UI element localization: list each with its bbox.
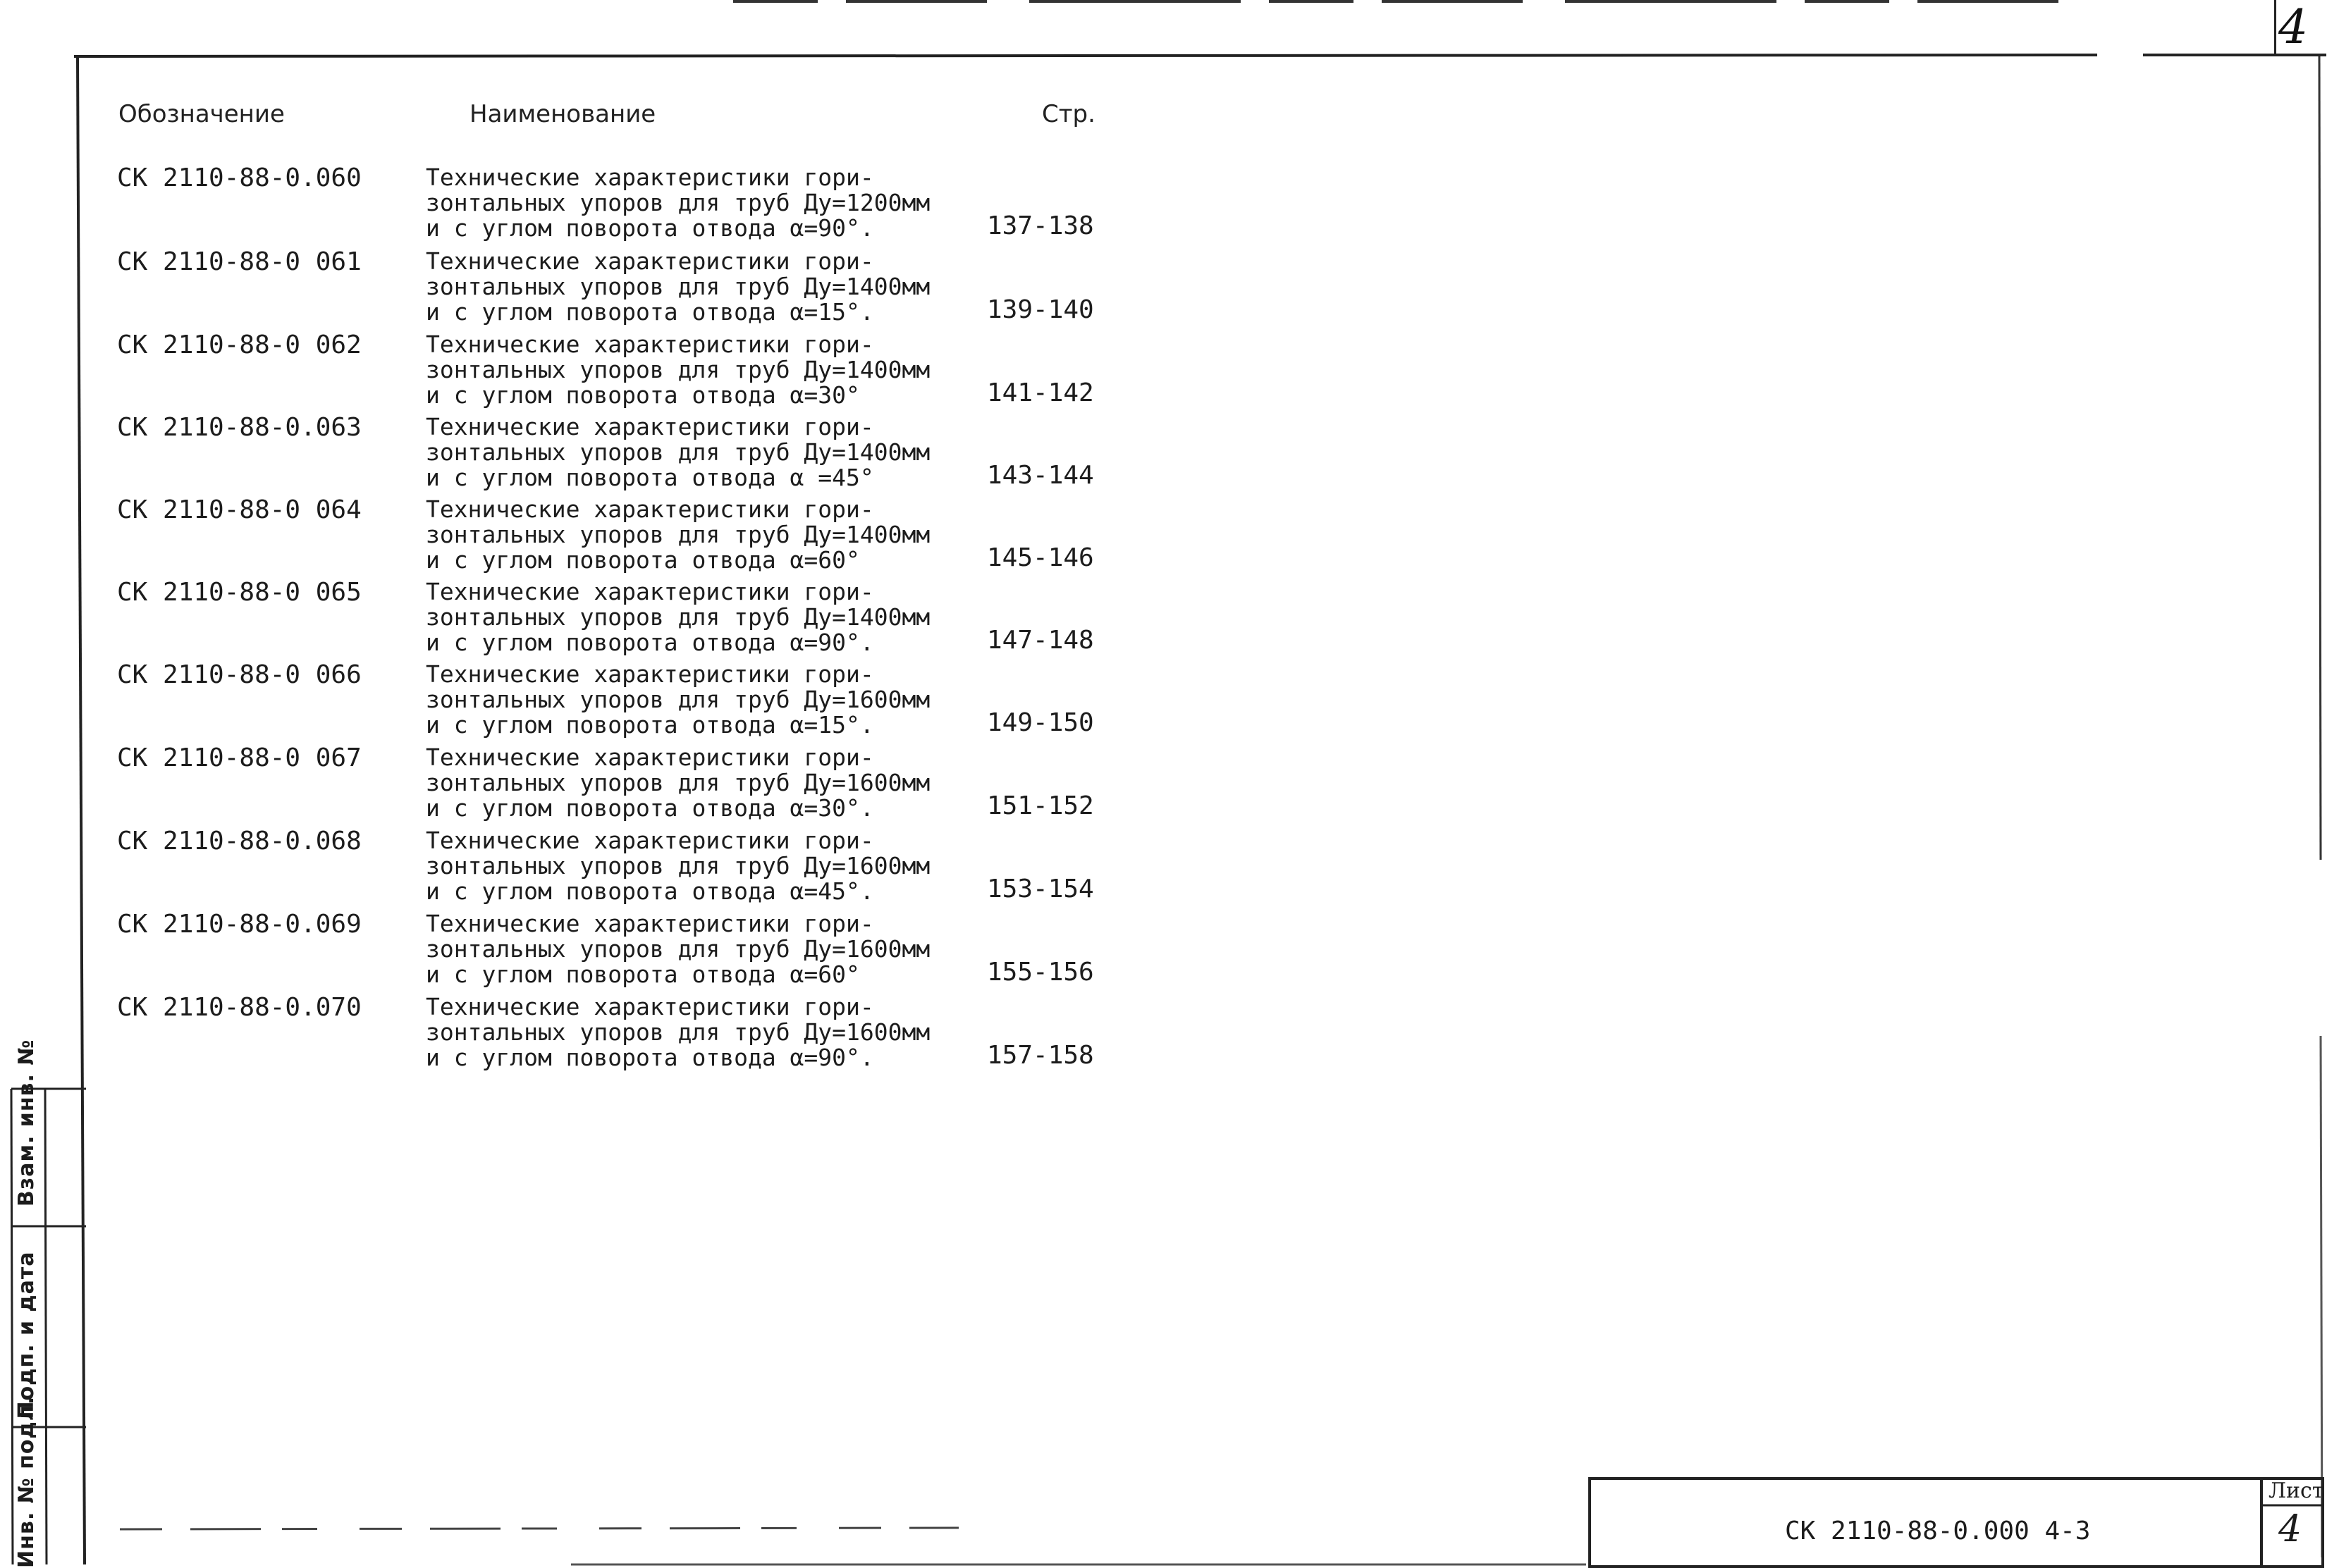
table-row xyxy=(0,247,1198,330)
sheet-label: Лист xyxy=(2269,1479,2324,1503)
side-stamp-left-border xyxy=(11,1089,13,1564)
side-stamp-labels xyxy=(14,1039,39,1568)
row-name: Технические характеристики гори- зонтальных упоров для труб Ду=1200мм и с углом поворота отвода α=90°. xyxy=(426,163,931,242)
document-code: СК 2110-88-0.000 4-3 xyxy=(1785,1517,2091,1545)
row-code: СК 2110-88-0.063 xyxy=(117,413,362,442)
row-name: Технические характеристики гори- зонтальных упоров для труб Ду=1600мм и с углом поворота отвода α=30°. xyxy=(426,743,931,822)
table-row xyxy=(0,163,1198,246)
row-pages: 145-146 xyxy=(987,543,1094,572)
row-code: СК 2110-88-0 061 xyxy=(117,247,362,276)
row-pages: 137-138 xyxy=(987,211,1094,240)
row-code: СК 2110-88-0.068 xyxy=(117,827,362,856)
row-name: Технические характеристики гори- зонтальных упоров для труб Ду=1400мм и с углом поворота отвода α=90°. xyxy=(426,578,931,656)
row-pages: 151-152 xyxy=(987,791,1094,820)
side-label-podp-data: Подп. и дата xyxy=(14,1251,39,1419)
row-pages: 149-150 xyxy=(987,708,1094,737)
row-code: СК 2110-88-0.070 xyxy=(117,993,362,1022)
row-pages: 157-158 xyxy=(987,1041,1094,1070)
table-row xyxy=(0,827,1198,909)
side-stamp-mid-border xyxy=(45,1089,47,1564)
row-code: СК 2110-88-0.069 xyxy=(117,910,362,939)
row-pages: 147-148 xyxy=(987,626,1094,655)
table-row xyxy=(0,578,1198,660)
table-row xyxy=(0,495,1198,578)
row-name: Технические характеристики гори- зонтальных упоров для труб Ду=1400мм и с углом поворота отвода α =45° xyxy=(426,413,931,491)
row-name: Технические характеристики гори- зонтальных упоров для труб Ду=1400мм и с углом поворота отвода α=60° xyxy=(426,495,931,574)
row-pages: 153-154 xyxy=(987,875,1094,903)
row-name: Технические характеристики гори- зонтальных упоров для труб Ду=1400мм и с углом поворота отвода α=30° xyxy=(426,331,931,409)
header-designation: Обозначение xyxy=(118,100,285,128)
row-code: СК 2110-88-0 066 xyxy=(117,660,362,689)
frame-right-line xyxy=(2319,56,2321,860)
header-page: Стр. xyxy=(1042,100,1095,128)
table-row xyxy=(0,660,1198,743)
row-name: Технические характеристики гори- зонтальных упоров для труб Ду=1600мм и с углом поворота отвода α=15°. xyxy=(426,660,931,739)
table-row xyxy=(0,413,1198,495)
row-code: СК 2110-88-0 065 xyxy=(117,578,362,607)
side-label-vzam-inv: Взам. инв. № xyxy=(14,1039,39,1207)
row-pages: 143-144 xyxy=(987,461,1094,490)
frame-top-line xyxy=(74,55,2097,56)
row-code: СК 2110-88-0 064 xyxy=(117,495,362,524)
side-label-inv-podl: Инв. № подл. xyxy=(14,1395,39,1568)
row-name: Технические характеристики гори- зонтальных упоров для труб Ду=1400мм и с углом поворота отвода α=15°. xyxy=(426,247,931,326)
page-number: 4 xyxy=(2278,0,2308,54)
row-pages: 139-140 xyxy=(987,295,1094,324)
header-name: Наименование xyxy=(469,100,656,128)
row-name: Технические характеристики гори- зонтальных упоров для труб Ду=1600мм и с углом поворота отвода α=45°. xyxy=(426,827,931,905)
row-code: СК 2110-88-0 067 xyxy=(117,743,362,772)
row-code: СК 2110-88-0 062 xyxy=(117,331,362,359)
table-row xyxy=(0,331,1198,413)
table-row xyxy=(0,743,1198,826)
row-name: Технические характеристики гори- зонтальных упоров для труб Ду=1600мм и с углом поворота отвода α=90°. xyxy=(426,993,931,1071)
frame-bottom-fragment xyxy=(120,1528,959,1529)
corner-mark xyxy=(2274,0,2276,56)
row-pages: 141-142 xyxy=(987,378,1094,407)
row-name: Технические характеристики гори- зонтальных упоров для труб Ду=1600мм и с углом поворота отвода α=60° xyxy=(426,910,931,988)
row-code: СК 2110-88-0.060 xyxy=(117,163,362,192)
row-pages: 155-156 xyxy=(987,958,1094,987)
sheet-number: 4 xyxy=(2278,1508,2302,1550)
table-row xyxy=(0,910,1198,992)
table-row xyxy=(0,993,1198,1075)
